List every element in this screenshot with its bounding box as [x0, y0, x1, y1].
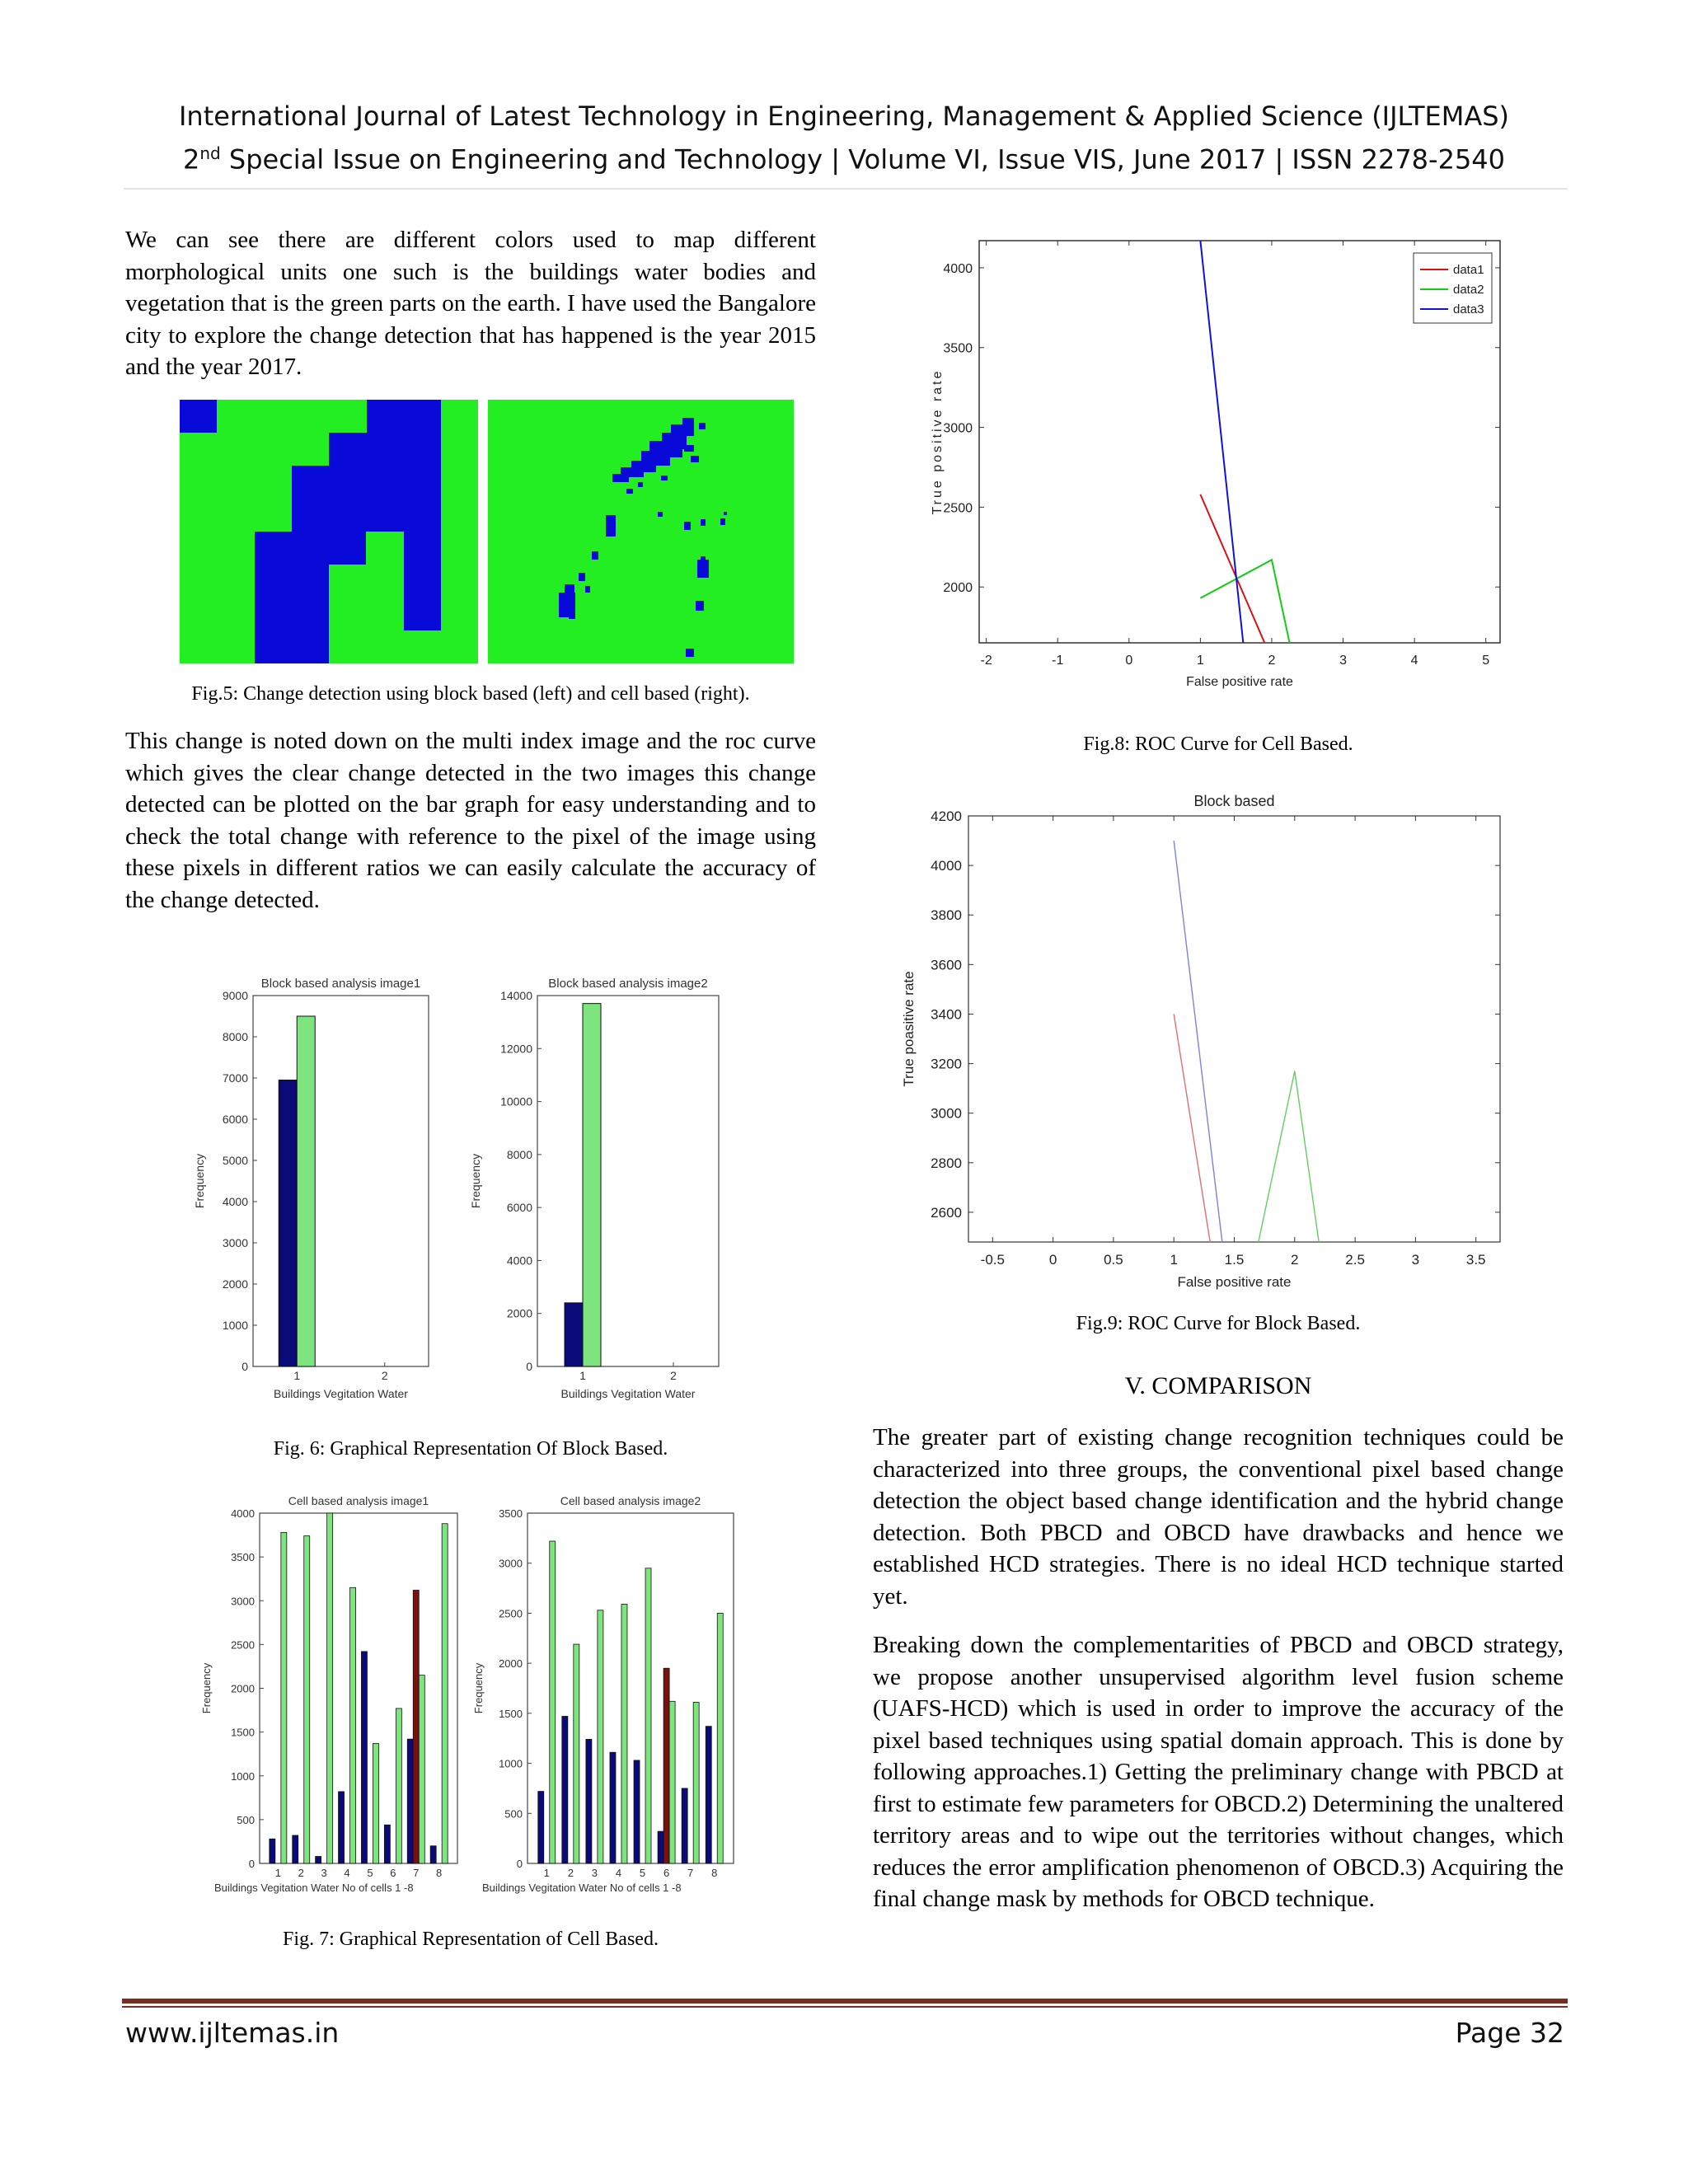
bar — [706, 1727, 711, 1863]
bar — [658, 1831, 663, 1863]
x-tick-label: 3 — [1411, 1252, 1420, 1268]
bar — [693, 1703, 699, 1864]
y-tick-label: 2000 — [499, 1657, 523, 1671]
x-tick-label: 2 — [381, 1369, 388, 1382]
y-tick-label: 2000 — [506, 1306, 532, 1320]
y-tick-label: 3400 — [931, 1006, 962, 1023]
y-tick-label: 1000 — [499, 1757, 523, 1770]
fig6b-svg — [462, 964, 742, 1413]
y-tick-label: 7000 — [222, 1071, 248, 1085]
x-axis-label: Buildings Vegitation Water — [274, 1387, 408, 1400]
fig8-caption: Fig.8: ROC Curve for Cell Based. — [1083, 733, 1353, 755]
issue-number: 2 — [182, 143, 200, 176]
chart-title: Cell based analysis image2 — [560, 1494, 701, 1507]
y-tick-label: 2500 — [499, 1607, 523, 1620]
fig6a-svg — [185, 964, 462, 1413]
x-axis-label: Buildings Vegitation Water No of cells 1 -8 — [482, 1882, 682, 1894]
y-tick-label: 3500 — [231, 1551, 255, 1564]
fig6-caption: Fig. 6: Graphical Representation Of Block Based. — [273, 1438, 668, 1460]
x-axis-label: False positive rate — [1177, 1274, 1292, 1290]
comparison-paragraph-2: Breaking down the complementarities of PBCD and OBCD strategy, we propose another unsupervised algorithm level fusion scheme (UAFS-HCD) which is used in order to improve the accuracy of the pixel based techniques using spatial domain approach. This is done by following approaches.1) Getting the preliminary change with PBCD at first to estimate few parameters for OBCD.2) Determining the unaltered territory areas and to wipe out the territories without changes, which reduces the error amplification phenomenon of OBCD.3) Acquiring the final change mask by methods for OBCD technique. — [873, 1632, 1564, 1912]
x-tick-label: 4 — [615, 1867, 622, 1879]
bar — [373, 1743, 378, 1863]
bar — [565, 1303, 583, 1366]
bar — [663, 1668, 669, 1863]
x-tick-label: 6 — [390, 1867, 396, 1879]
bar — [407, 1739, 413, 1863]
y-tick-label: 3000 — [931, 1105, 962, 1122]
x-tick-label: -2 — [980, 654, 992, 668]
fig9-svg — [898, 783, 1525, 1294]
y-tick-label: 3200 — [931, 1056, 962, 1072]
x-tick-label: 1 — [579, 1369, 586, 1382]
bar — [586, 1739, 592, 1863]
y-tick-label: 6000 — [222, 1113, 248, 1126]
y-tick-label: 8000 — [506, 1147, 532, 1161]
x-axis-label: Buildings Vegitation Water — [560, 1387, 696, 1400]
y-tick-label: 3000 — [222, 1236, 248, 1249]
comparison-paragraph-1: The greater part of existing change recognition techniques could be characterized into three groups, the conventional pixel based change detection the object based change identification and the hybrid change detection. Both PBCD and OBCD have drawbacks and hence we established HCD strategies. There is no ideal HCD technique started yet. — [873, 1424, 1564, 1610]
fig7-caption: Fig. 7: Graphical Representation of Cell Based. — [283, 1929, 659, 1950]
bar — [430, 1846, 436, 1863]
y-tick-label: 2600 — [931, 1204, 962, 1221]
y-axis-label: Frequency — [472, 1662, 485, 1714]
y-tick-label: 0 — [248, 1858, 255, 1870]
bar — [538, 1792, 544, 1863]
x-tick-label: 3.5 — [1465, 1252, 1486, 1268]
x-axis-label: False positive rate — [1186, 675, 1293, 689]
y-axis-label: Frequency — [193, 1153, 206, 1209]
bar — [562, 1717, 568, 1864]
x-tick-label: 2 — [670, 1369, 677, 1382]
y-tick-label: 1000 — [231, 1769, 255, 1783]
x-tick-label: 2 — [298, 1867, 304, 1879]
fig5-caption: Fig.5: Change detection using block based (left) and cell based (right). — [191, 683, 750, 705]
y-tick-label: 3500 — [943, 341, 973, 356]
issue-details: Special Issue on Engineering and Technology | Volume VI, Issue VIS, June 2017 | ISSN 2278-2540 — [220, 143, 1506, 176]
bar — [419, 1675, 424, 1863]
y-axis-label: True poasitive rate — [901, 971, 917, 1087]
x-tick-label: 1 — [293, 1369, 301, 1382]
x-tick-label: 3 — [591, 1867, 598, 1879]
chart-title: Block based analysis image2 — [548, 977, 708, 991]
bar — [361, 1652, 367, 1863]
y-tick-label: 3000 — [499, 1557, 523, 1570]
bar — [717, 1613, 723, 1863]
x-tick-label: 5 — [367, 1867, 373, 1879]
y-tick-label: 2500 — [231, 1638, 255, 1652]
cell-map-background — [488, 400, 794, 663]
fig9-caption: Fig.9: ROC Curve for Block Based. — [1076, 1313, 1361, 1334]
y-tick-label: 4000 — [506, 1254, 532, 1268]
x-tick-label: 8 — [436, 1867, 443, 1879]
fig6b-chart — [462, 964, 742, 1413]
x-tick-label: 4 — [1410, 654, 1418, 668]
bar — [669, 1701, 675, 1863]
footer-rule-thin — [122, 2006, 1568, 2008]
legend-label: data3 — [1453, 302, 1484, 316]
bar — [598, 1610, 603, 1863]
bar — [384, 1825, 390, 1863]
footer-page-number: Page 32 — [1455, 2017, 1564, 2049]
bar — [281, 1532, 287, 1863]
y-tick-label: 2500 — [943, 501, 973, 516]
y-tick-label: 2000 — [943, 581, 973, 596]
x-tick-label: -1 — [1052, 654, 1064, 668]
chart-title: Cell based analysis image1 — [288, 1494, 429, 1507]
x-tick-label: 1.5 — [1224, 1252, 1245, 1268]
legend-label: data2 — [1453, 283, 1484, 297]
bar — [316, 1857, 321, 1864]
y-tick-label: 6000 — [506, 1201, 532, 1215]
y-tick-label: 5000 — [222, 1154, 248, 1167]
x-tick-label: 7 — [687, 1867, 694, 1879]
chart-title: Block based — [1193, 793, 1275, 809]
x-axis-label: Buildings Vegitation Water No of cells 1 -8 — [214, 1882, 414, 1894]
issue-ordinal-suffix: nd — [199, 143, 221, 163]
x-tick-label: 1 — [543, 1867, 550, 1879]
x-tick-label: 4 — [344, 1867, 350, 1879]
bar — [610, 1752, 616, 1863]
x-tick-label: -0.5 — [980, 1252, 1005, 1268]
x-tick-label: 2 — [1291, 1252, 1299, 1268]
bar — [350, 1587, 356, 1863]
legend-label: data1 — [1453, 263, 1484, 277]
y-tick-label: 3500 — [499, 1507, 523, 1520]
x-tick-label: 2 — [1268, 654, 1276, 668]
fig5-change-maps — [180, 400, 794, 663]
bar — [442, 1524, 448, 1863]
chart-title: Block based analysis image1 — [260, 977, 421, 991]
fig7a-svg — [194, 1483, 466, 1904]
bar — [574, 1644, 579, 1863]
bar — [339, 1792, 345, 1863]
y-tick-label: 4200 — [931, 808, 962, 824]
bar — [621, 1605, 627, 1864]
x-tick-label: 2.5 — [1345, 1252, 1365, 1268]
fig8-svg — [923, 231, 1517, 705]
x-tick-label: 5 — [639, 1867, 646, 1879]
bar — [293, 1835, 298, 1863]
bar — [279, 1080, 297, 1367]
y-axis-label: Frequency — [469, 1153, 482, 1209]
plot-frame — [260, 1513, 457, 1863]
y-tick-label: 0 — [516, 1858, 523, 1870]
bar — [634, 1760, 640, 1863]
y-tick-label: 3000 — [231, 1595, 255, 1608]
x-tick-label: 3 — [321, 1867, 327, 1879]
bar — [550, 1541, 556, 1863]
x-tick-label: 1 — [1170, 1252, 1178, 1268]
x-tick-label: 7 — [413, 1867, 420, 1879]
y-tick-label: 500 — [504, 1807, 523, 1821]
plot-frame — [528, 1513, 734, 1863]
fig7b-svg — [466, 1483, 762, 1904]
y-tick-label: 4000 — [231, 1507, 255, 1520]
y-tick-label: 8000 — [222, 1030, 248, 1043]
y-tick-label: 2000 — [231, 1682, 255, 1695]
journal-issue-line — [0, 143, 1688, 176]
journal-title: International Journal of Latest Technology in Engineering, Management & Applied Science (IJLTEMAS) — [178, 101, 1510, 132]
y-tick-label: 3000 — [943, 421, 973, 436]
y-tick-label: 1000 — [222, 1319, 248, 1332]
y-tick-label: 4000 — [943, 261, 973, 276]
bar — [270, 1839, 275, 1863]
body-paragraph-1: We can see there are different colors used to map different morphological units one such is the buildings water bodies and vegetation that is the green parts on the earth. I have used the Bangalore city to explore the change detection that has happened is the year 2015 and the year 2017. — [125, 227, 816, 380]
footer-url[interactable]: www.ijltemas.in — [125, 2017, 340, 2049]
bar — [645, 1568, 651, 1863]
fig9-chart — [898, 783, 1525, 1294]
x-tick-label: 0 — [1125, 654, 1133, 668]
bar — [304, 1536, 310, 1863]
fig5-image — [180, 400, 794, 663]
x-tick-label: 5 — [1482, 654, 1490, 668]
y-tick-label: 9000 — [222, 989, 248, 1002]
y-tick-label: 4000 — [222, 1195, 248, 1208]
y-tick-label: 0 — [241, 1360, 248, 1373]
section-title: V. COMPARISON — [1124, 1372, 1312, 1399]
fig6a-chart — [185, 964, 462, 1413]
bar — [297, 1016, 315, 1366]
bar — [327, 1513, 333, 1863]
y-tick-label: 12000 — [500, 1042, 532, 1056]
x-tick-label: 0 — [1048, 1252, 1057, 1268]
body-paragraph-2: This change is noted down on the multi index image and the roc curve which gives the clear change detected in the two images this change detected can be plotted on the bar graph for easy understanding and to check the total change with reference to the pixel of the image using these pixels in different ratios we can easily calculate the accuracy of the change detected. — [125, 728, 816, 913]
fig7a-chart — [194, 1483, 466, 1904]
x-tick-label: 0.5 — [1104, 1252, 1123, 1268]
bar — [583, 1004, 601, 1366]
y-tick-label: 3800 — [931, 907, 962, 924]
y-tick-label: 14000 — [500, 989, 532, 1002]
bar — [396, 1708, 401, 1863]
plot-frame — [968, 816, 1500, 1242]
y-tick-label: 1500 — [231, 1726, 255, 1739]
y-axis-label: Frequency — [200, 1662, 213, 1714]
x-tick-label: 2 — [567, 1867, 574, 1879]
header-rule — [124, 188, 1568, 190]
bar — [413, 1591, 419, 1864]
footer-rule-thick — [122, 1999, 1568, 2004]
fig8-chart — [923, 231, 1517, 705]
y-tick-label: 0 — [526, 1360, 532, 1373]
x-tick-label: 3 — [1339, 654, 1347, 668]
y-tick-label: 2800 — [931, 1155, 962, 1171]
y-tick-label: 10000 — [500, 1094, 532, 1108]
y-tick-label: 2000 — [222, 1277, 248, 1291]
y-tick-label: 500 — [237, 1813, 255, 1826]
bar — [682, 1788, 687, 1863]
x-tick-label: 6 — [663, 1867, 670, 1879]
y-tick-label: 3600 — [931, 957, 962, 973]
y-axis-label: True positive rate — [931, 368, 945, 515]
y-tick-label: 1500 — [499, 1707, 523, 1720]
fig7b-chart — [466, 1483, 762, 1904]
x-tick-label: 1 — [1196, 654, 1204, 668]
x-tick-label: 1 — [274, 1867, 281, 1879]
y-tick-label: 4000 — [931, 858, 962, 874]
x-tick-label: 8 — [711, 1867, 718, 1879]
